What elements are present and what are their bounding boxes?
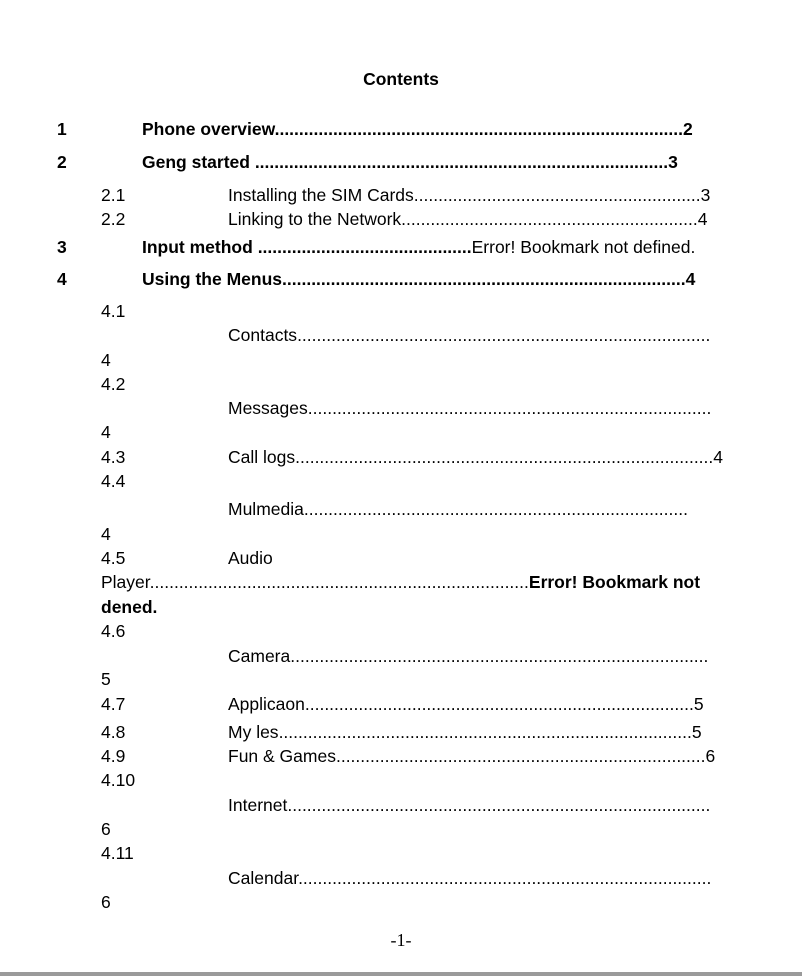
toc-number: 4.11 <box>101 843 134 863</box>
toc-dots: ...................................................................................... <box>290 646 709 666</box>
toc-dots: ................................................................................... <box>307 398 712 418</box>
toc-label: Contacts <box>228 325 298 345</box>
toc-error: Error! Bookmark not defined. <box>471 237 696 257</box>
toc-entry-getting-started[interactable] <box>142 152 678 172</box>
toc-dots: ..................................................................................... <box>254 152 669 172</box>
toc-label: Geng started <box>142 152 255 172</box>
toc-dots: ..................................................................................... <box>278 722 692 742</box>
toc-number: 4.9 <box>101 746 126 766</box>
toc-page: 5 <box>101 669 111 689</box>
toc-dots: .............................................................................. <box>149 572 529 592</box>
toc-entry-call-logs[interactable] <box>228 447 723 467</box>
toc-number: 3 <box>57 237 67 257</box>
toc-entry-using-menus[interactable] <box>142 269 695 289</box>
toc-entry-phone-overview[interactable] <box>142 119 693 139</box>
toc-label: Applicaon <box>228 694 305 714</box>
toc-error: dened. <box>101 597 158 617</box>
toc-number: 4.1 <box>101 301 126 321</box>
toc-entry-my-files[interactable] <box>228 722 702 742</box>
toc-dots: ...................................................................................... <box>295 447 714 467</box>
toc-label: Linking to the Network <box>228 209 402 229</box>
toc-page: 5 <box>693 694 704 714</box>
toc-error: Error! Bookmark not <box>528 572 701 592</box>
toc-label: Input method <box>142 237 258 257</box>
toc-number: 4.10 <box>101 770 136 790</box>
toc-number: 1 <box>57 119 67 139</box>
toc-label: Using the Menus <box>142 269 283 289</box>
toc-page: 6 <box>101 892 111 912</box>
toc-entry-linking-network[interactable] <box>228 209 707 229</box>
toc-entry-multimedia[interactable] <box>228 499 688 519</box>
toc-entry-internet[interactable] <box>228 795 710 815</box>
toc-entry-camera[interactable] <box>228 646 708 666</box>
toc-page: 4 <box>101 524 111 544</box>
toc-entry-audio-player[interactable] <box>101 572 700 592</box>
toc-number: 4.4 <box>101 471 126 491</box>
toc-number: 4.5 <box>101 548 126 568</box>
toc-number: 4.7 <box>101 694 126 714</box>
toc-label: Player <box>101 572 150 592</box>
toc-label: Camera <box>228 646 291 666</box>
toc-label: Audio <box>228 548 273 568</box>
toc-page: 6 <box>101 819 111 839</box>
toc-page: 3 <box>668 152 678 172</box>
toc-label: My les <box>228 722 279 742</box>
toc-label: Calendar <box>228 868 299 888</box>
page-title: Contents <box>363 69 439 89</box>
toc-entry-calendar[interactable] <box>228 868 711 888</box>
toc-number: 2.1 <box>101 185 126 205</box>
toc-dots: ..................................................................................... <box>298 868 712 888</box>
toc-entry-input-method[interactable] <box>142 237 695 257</box>
toc-label: Phone overview <box>142 119 275 139</box>
toc-number: 4.8 <box>101 722 126 742</box>
toc-label: Mulmedia <box>228 499 304 519</box>
toc-number: 4.2 <box>101 374 126 394</box>
toc-page: 4 <box>713 447 723 467</box>
toc-entry-application[interactable] <box>228 694 704 714</box>
toc-number: 2 <box>57 152 67 172</box>
toc-entry-fun-games[interactable] <box>228 746 715 766</box>
toc-page: 2 <box>683 119 693 139</box>
toc-number: 4.3 <box>101 447 126 467</box>
toc-page: 5 <box>691 722 702 742</box>
toc-dots: ................................................................................... <box>282 269 686 289</box>
toc-dots: ..................................................................................... <box>297 325 711 345</box>
toc-label: Installing the SIM Cards <box>228 185 414 205</box>
toc-dots: .................................................................................... <box>274 119 684 139</box>
toc-number: 2.2 <box>101 209 126 229</box>
toc-dots: ............................................ <box>257 237 472 257</box>
toc-label: Internet <box>228 795 288 815</box>
toc-page: 4 <box>101 350 111 370</box>
toc-entry-installing-sim[interactable] <box>228 185 710 205</box>
toc-page: 4 <box>697 209 708 229</box>
toc-number: 4.6 <box>101 621 126 641</box>
toc-dots: ....................................................................................... <box>287 795 711 815</box>
toc-dots: ........................................................... <box>413 185 701 205</box>
toc-label: Call logs <box>228 447 296 467</box>
toc-page: 3 <box>700 185 711 205</box>
toc-entry-contacts[interactable] <box>228 325 710 345</box>
toc-label: Fun & Games <box>228 746 336 766</box>
toc-dots: ................................................................................ <box>304 694 694 714</box>
toc-dots: ............................................................................... <box>303 499 688 519</box>
toc-page: 4 <box>101 422 111 442</box>
page-number: -1- <box>390 930 412 950</box>
toc-dots: ............................................................. <box>401 209 698 229</box>
toc-page: 6 <box>705 746 716 766</box>
toc-page: 4 <box>685 269 696 289</box>
toc-dots: ............................................................................ <box>335 746 706 766</box>
page-bottom-border <box>0 972 802 976</box>
toc-label: Messages <box>228 398 308 418</box>
toc-number: 4 <box>57 269 67 289</box>
toc-entry-messages[interactable] <box>228 398 711 418</box>
